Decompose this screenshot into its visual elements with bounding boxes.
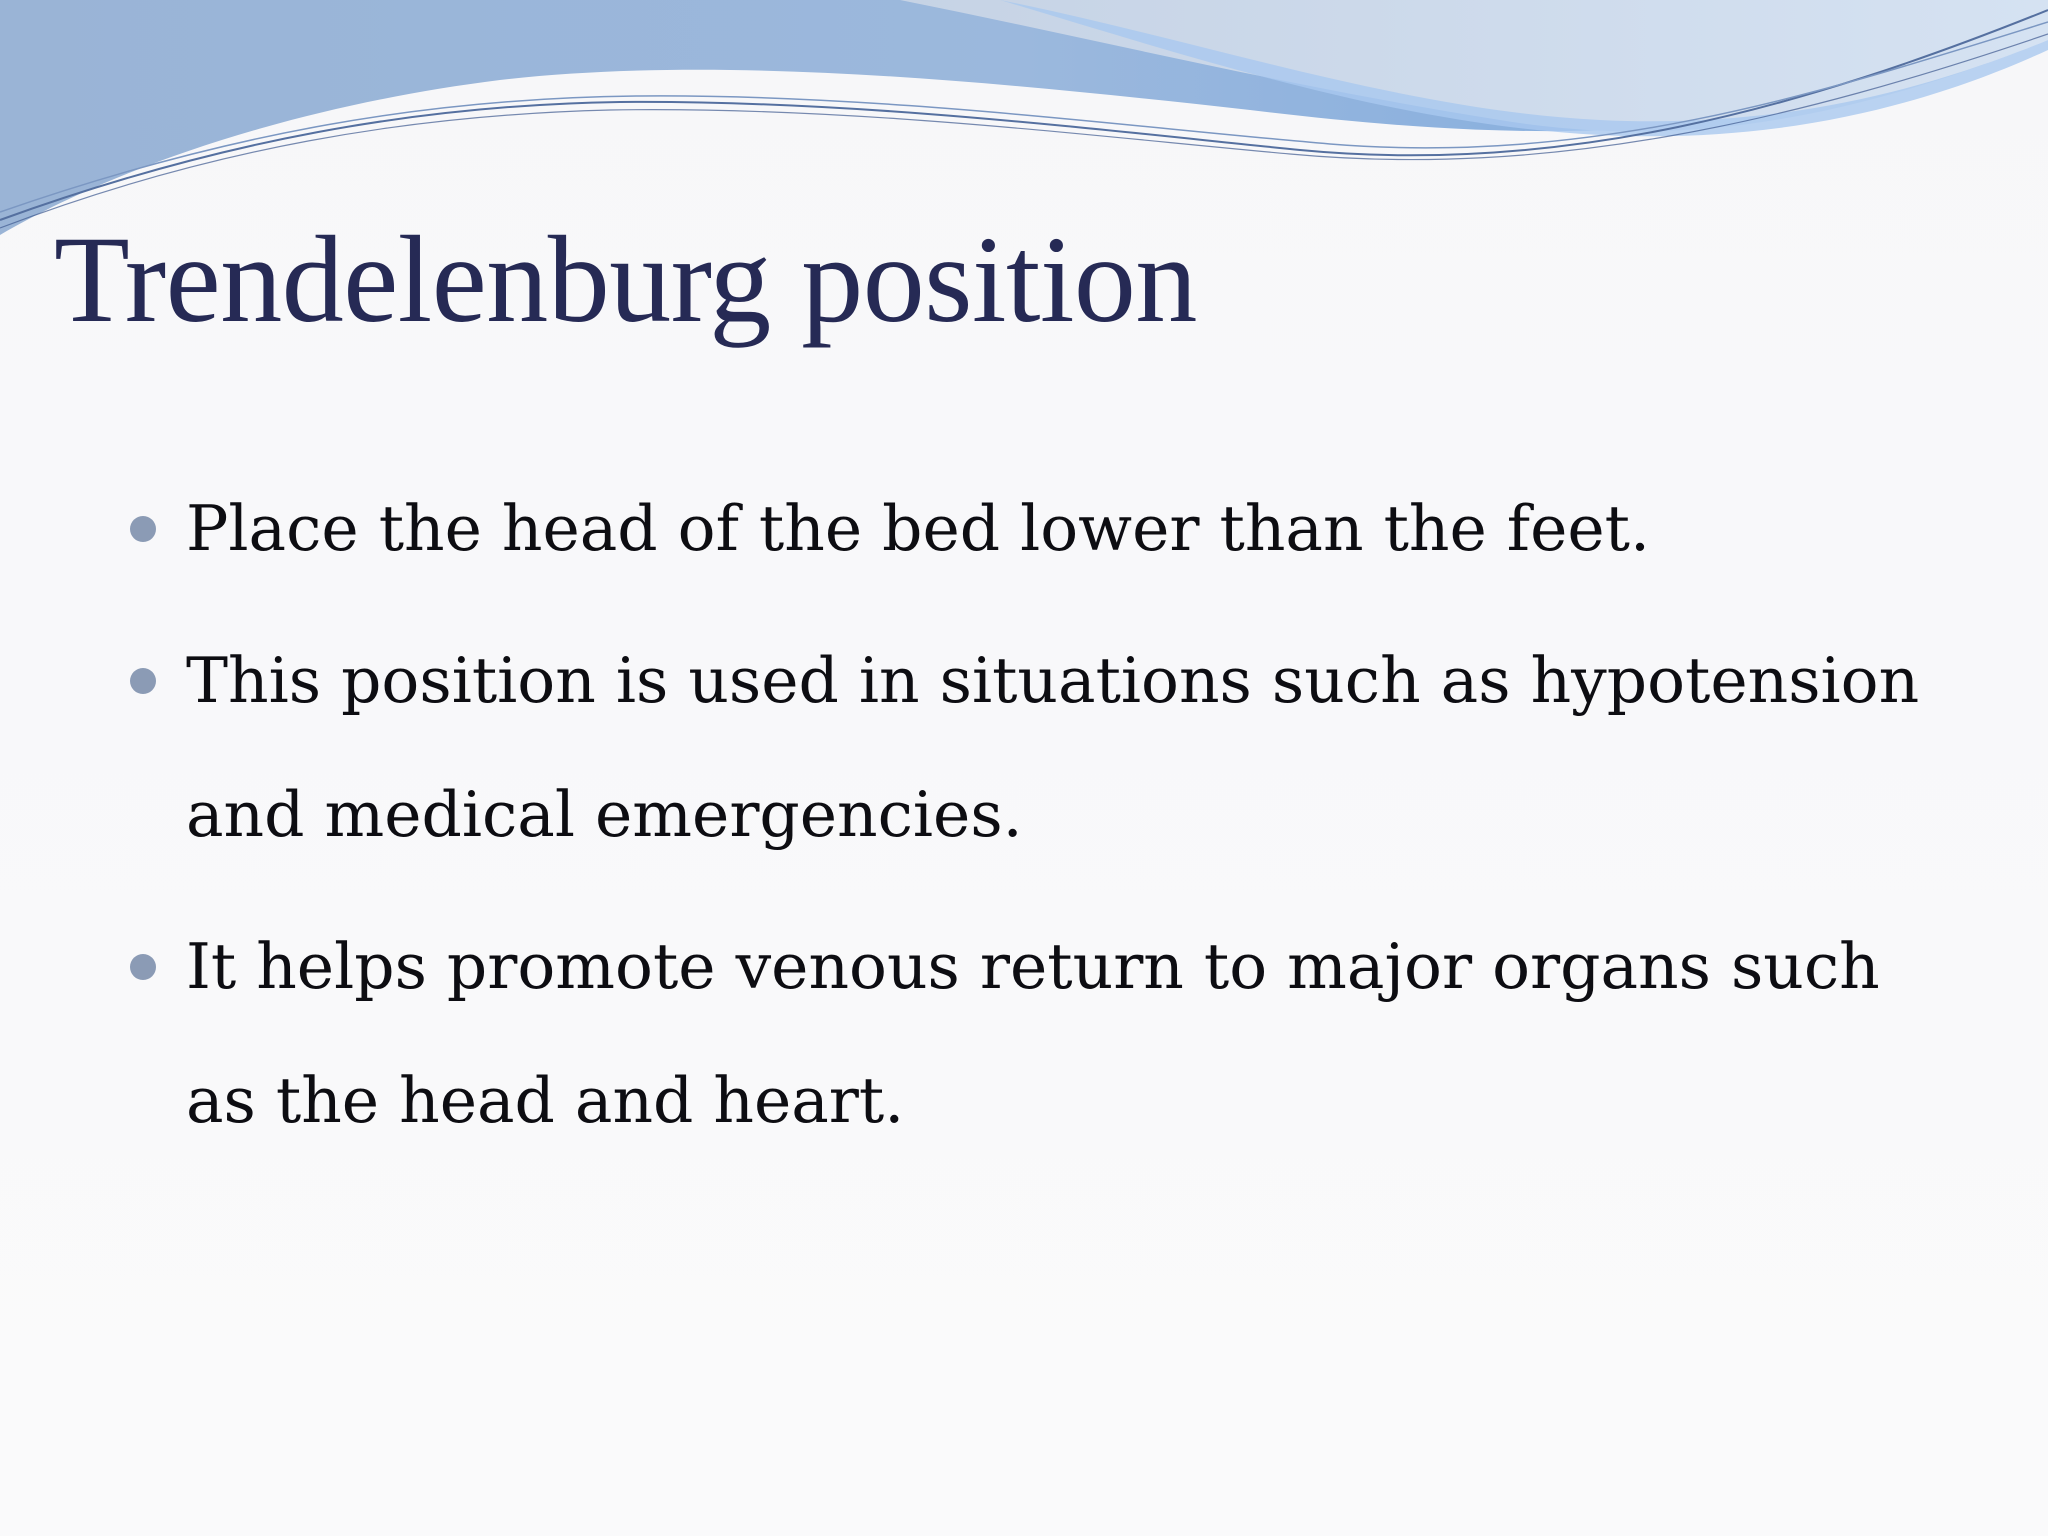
bullet-text: It helps promote venous return to major organs such as the head and heart. <box>186 930 1880 1137</box>
bullet-item <box>130 614 1960 882</box>
bullet-list <box>130 462 1960 1186</box>
bullet-dot-icon <box>130 516 156 542</box>
bullet-item <box>130 900 1960 1168</box>
slide-title: Trendelenburg position <box>54 211 1197 348</box>
bullet-item <box>130 462 1960 596</box>
bullet-dot-icon <box>130 954 156 980</box>
bullet-dot-icon <box>130 668 156 694</box>
bullet-text: This position is used in situations such as hypotension and medical emergencies. <box>186 644 1920 851</box>
bullet-text: Place the head of the bed lower than the feet. <box>186 492 1651 565</box>
